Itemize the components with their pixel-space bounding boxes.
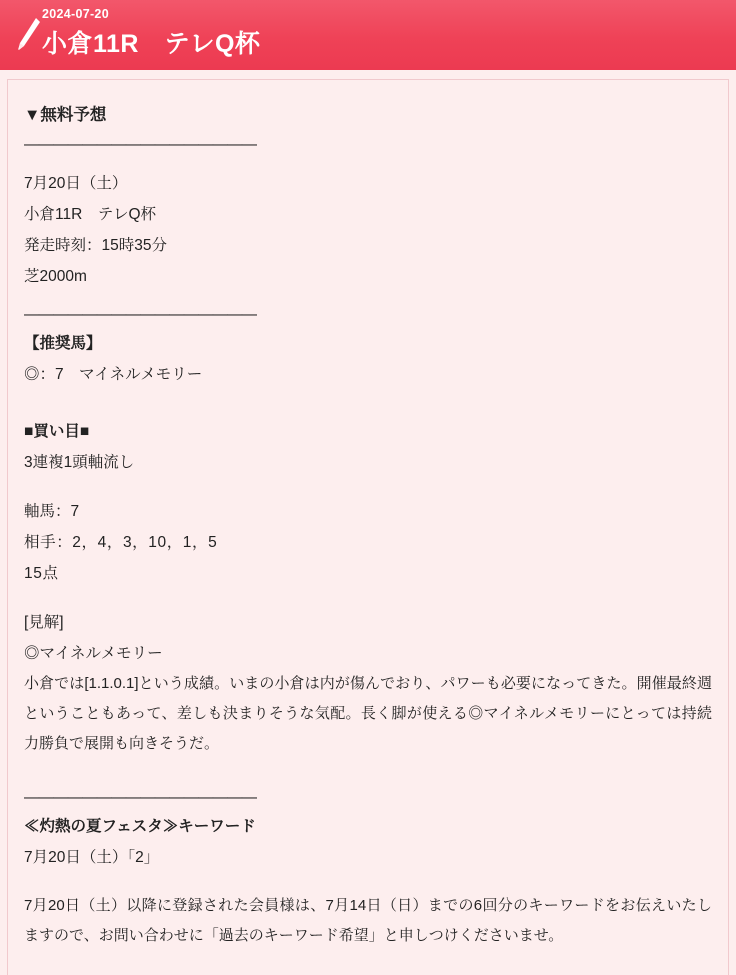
race-date: 7月20日（土） (24, 175, 128, 192)
campaign-keyword: 7月20日（土）「2」 (24, 849, 160, 866)
spacer (24, 292, 712, 302)
axis-horse: 軸馬：7 (24, 503, 80, 520)
divider-middle: ―――――――――――――――― (24, 306, 256, 323)
spacer (24, 478, 712, 496)
opinion-horse: ◎マイネルメモリー (24, 645, 163, 662)
campaign-title: ≪灼熱の夏フェスタ≫キーワード (24, 818, 256, 835)
campaign-note: 7月20日（土）以降に登録された会員様は、7月14日（日）までの6回分のキーワードをお伝えいたしますので、お問い合わせに「過去のキーワード希望」と申しつけくださいませ。 (24, 897, 712, 944)
recommend-heading: 【推奨馬】 (24, 335, 102, 352)
race-name: 小倉11R テレQ杯 (24, 206, 157, 223)
spacer (24, 158, 712, 168)
spacer (24, 589, 712, 607)
page-title: 小倉11R テレQ杯 (42, 30, 261, 58)
partner-horses: 相手：2，4，3，10，1，5 (24, 534, 218, 551)
header-date: 2024-07-20 (42, 7, 109, 21)
spacer (24, 873, 712, 891)
prediction-card (7, 79, 729, 975)
race-start-time: 発走時刻：15時35分 (24, 237, 167, 254)
spacer (24, 390, 712, 416)
bet-type: 3連複1頭軸流し (24, 454, 135, 471)
bet-points: 15点 (24, 565, 59, 582)
section-title: ▼無料予想 (24, 106, 107, 124)
opinion-heading: [見解] (24, 614, 64, 631)
page-header (0, 0, 736, 70)
race-course-distance: 芝2000m (24, 268, 87, 285)
spacer (24, 759, 712, 785)
recommend-horse: ◎：7 マイネルメモリー (24, 366, 203, 383)
opinion-body: 小倉では[1.1.0.1]という成績。いまの小倉は内が傷んでおり、パワーも必要になってきた。開催最終週ということもあって、差しも決まりそうな気配。長く脚が使える◎マイネルメモリーにとっては持続力勝負で展開も向きそうだ。 (24, 675, 712, 752)
divider-top: ―――――――――――――――― (24, 136, 256, 153)
divider-bottom: ―――――――――――――――― (24, 789, 256, 806)
bet-heading: ■買い目■ (24, 423, 90, 440)
pen-nib-icon (14, 16, 44, 56)
